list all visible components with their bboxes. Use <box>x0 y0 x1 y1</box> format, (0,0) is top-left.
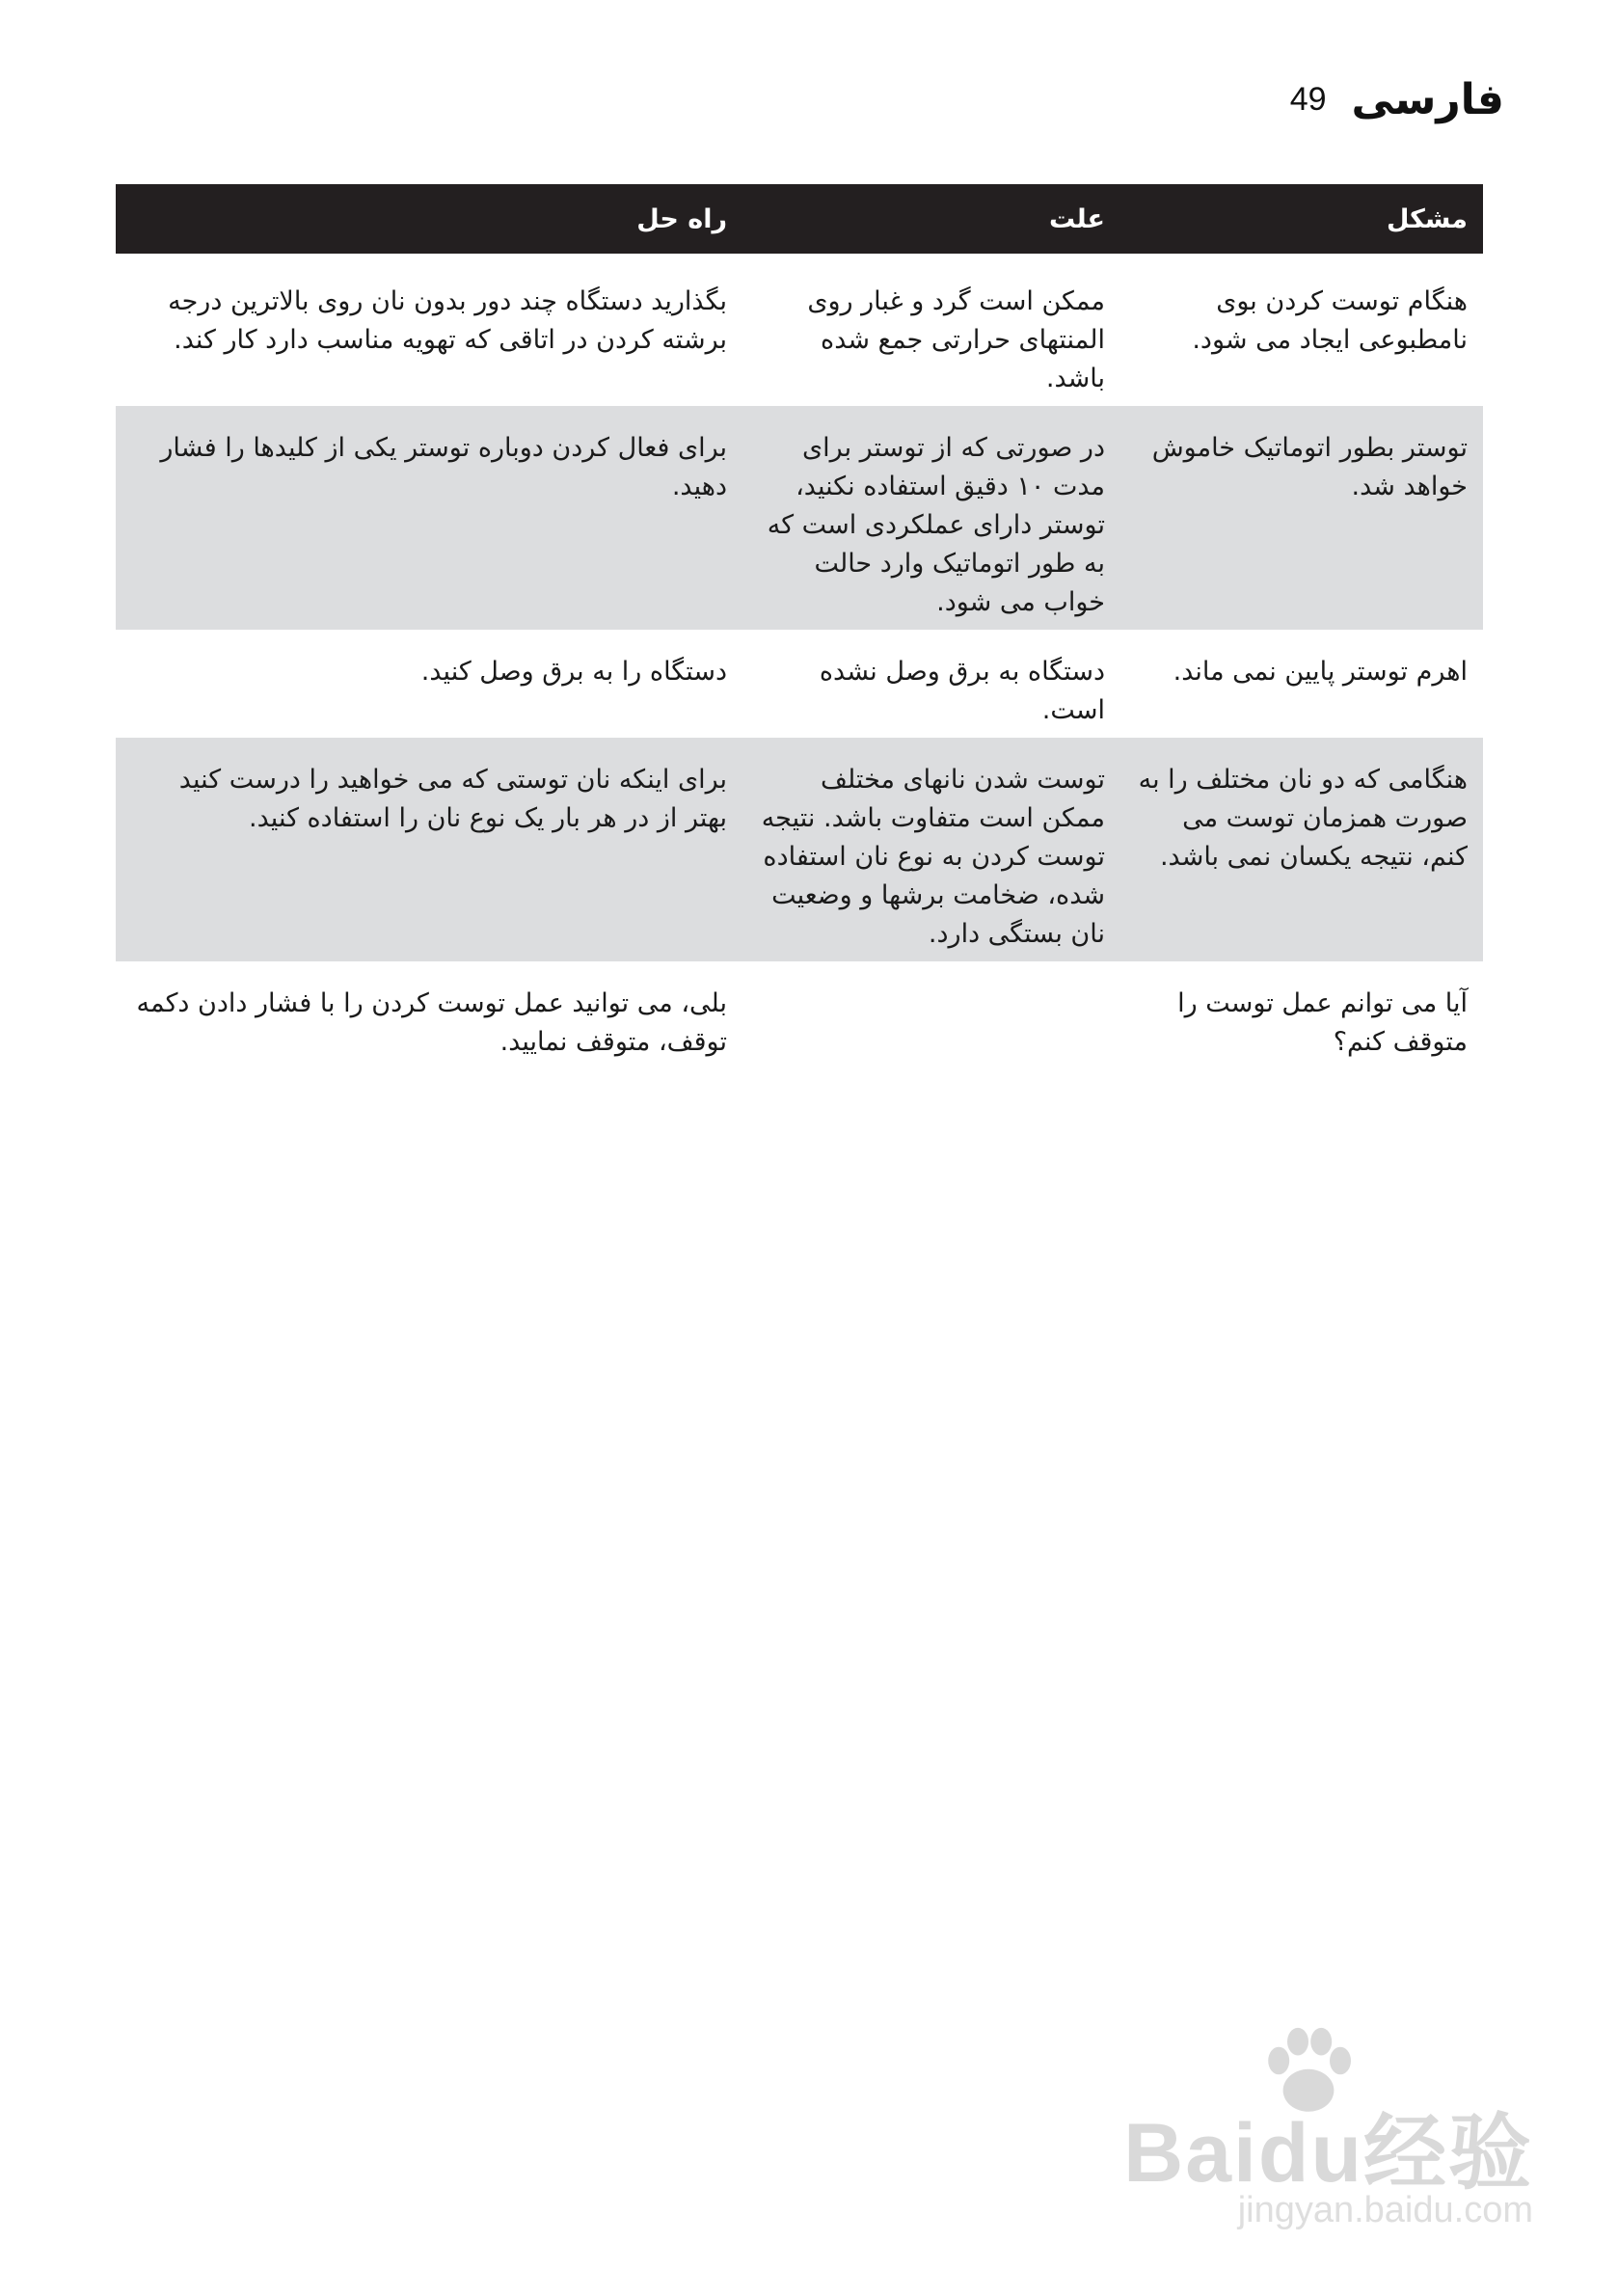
cell-cause <box>742 961 1120 1069</box>
table-row <box>116 961 1483 1069</box>
cell-problem: توستر بطور اتوماتیک خاموش خواهد شد. <box>1120 406 1483 630</box>
table-row <box>116 406 1483 630</box>
cell-problem: اهرم توستر پایین نمی ماند. <box>1120 630 1483 738</box>
table-row <box>116 738 1483 961</box>
cell-solution: برای فعال کردن دوباره توستر یکی از کلیدها را فشار دهید. <box>116 406 742 630</box>
watermark-brand: Baidu经验 <box>1123 2107 1533 2200</box>
cell-cause: در صورتی که از توستر برای مدت ۱۰ دقیق استفاده نکنید، توستر دارای عملکردی است که به طور اتوماتیک وارد حالت خواب می شود. <box>742 406 1120 630</box>
cell-cause: توست شدن نانهای مختلف ممکن است متفاوت باشد. نتیجه توست کردن به نوع نان استفاده شده، ضخامت برشها و وضعیت نان بستگی دارد. <box>742 738 1120 961</box>
cell-solution: بلی، می توانید عمل توست کردن را با فشار دادن دکمه توقف، متوقف نمایید. <box>116 961 742 1069</box>
column-header-problem: مشکل <box>1120 184 1483 254</box>
column-header-cause: علت <box>742 184 1120 254</box>
cell-problem: هنگام توست کردن بوی نامطبوعی ایجاد می شود. <box>1120 254 1483 406</box>
table-row <box>116 630 1483 738</box>
cell-solution: بگذارید دستگاه چند دور بدون نان روی بالاترین درجه برشته کردن در اتاقی که تهویه مناسب دارد کار کند. <box>116 254 742 406</box>
page-number: 49 <box>1289 81 1327 118</box>
cell-solution: دستگاه را به برق وصل کنید. <box>116 630 742 738</box>
table-header-row <box>116 184 1483 254</box>
section-title: فارسی <box>1351 75 1504 124</box>
table-row <box>116 254 1483 406</box>
watermark <box>1123 2018 1533 2240</box>
watermark-url: jingyan.baidu.com <box>1237 2190 1533 2230</box>
cell-cause: دستگاه به برق وصل نشده است. <box>742 630 1120 738</box>
cell-problem: آیا می توانم عمل توست را متوقف کنم؟ <box>1120 961 1483 1069</box>
page-header <box>1290 75 1504 124</box>
cell-solution: برای اینکه نان توستی که می خواهید را درست کنید بهتر از در هر بار یک نوع نان را استفاده کنید. <box>116 738 742 961</box>
cell-problem: هنگامی که دو نان مختلف را به صورت همزمان توست می کنم، نتیجه یکسان نمی باشد. <box>1120 738 1483 961</box>
cell-cause: ممکن است گرد و غبار روی المنتهای حرارتی جمع شده باشد. <box>742 254 1120 406</box>
troubleshooting-table <box>116 184 1483 1069</box>
column-header-solution: راه حل <box>116 184 742 254</box>
